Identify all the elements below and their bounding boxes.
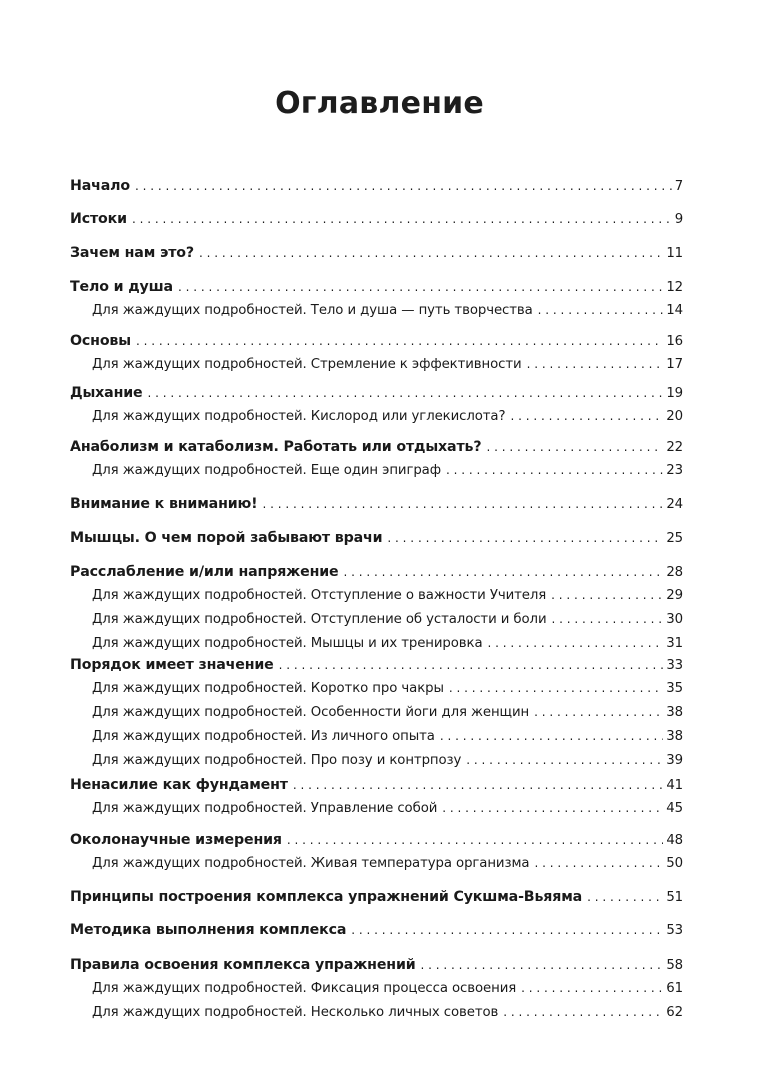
dot-leader xyxy=(587,890,663,904)
toc-entry-title: Правила освоения комплекса упражнений xyxy=(70,957,416,973)
toc-entry[interactable] xyxy=(70,333,683,349)
toc-page-number: 17 xyxy=(666,357,683,372)
toc-entry[interactable] xyxy=(70,657,683,673)
dot-leader xyxy=(552,612,664,626)
toc-subentry[interactable] xyxy=(92,303,683,318)
dot-leader xyxy=(538,303,664,317)
toc-subentry[interactable] xyxy=(92,1005,683,1020)
dot-leader xyxy=(135,179,672,193)
toc-entry-title: Для жаждущих подробностей. Кислород или углекислота? xyxy=(92,409,506,424)
dot-leader xyxy=(263,497,664,511)
dot-leader xyxy=(199,246,663,260)
toc-page-number: 20 xyxy=(666,409,683,424)
dot-leader xyxy=(449,681,663,695)
toc-page-number: 11 xyxy=(666,246,683,261)
dot-leader xyxy=(466,753,663,767)
toc-entry[interactable] xyxy=(70,889,683,905)
toc-entry[interactable] xyxy=(70,832,683,848)
toc-entry-title: Основы xyxy=(70,333,131,349)
toc-page-number: 9 xyxy=(674,212,683,227)
toc-page-number: 29 xyxy=(666,588,683,603)
toc-subentry[interactable] xyxy=(92,681,683,696)
dot-leader xyxy=(293,778,664,792)
toc-entry-title: Для жаждущих подробностей. Про позу и контрпозу xyxy=(92,753,462,768)
toc-entry-title: Для жаждущих подробностей. Живая температура организма xyxy=(92,856,530,871)
toc-entry-title: Околонаучные измерения xyxy=(70,832,282,848)
toc-entry[interactable] xyxy=(70,496,683,512)
toc-entry-title: Расслабление и/или напряжение xyxy=(70,564,339,580)
toc-entry-title: Ненасилие как фундамент xyxy=(70,777,288,793)
toc-page-number: 53 xyxy=(666,923,683,938)
toc-page-number: 31 xyxy=(666,636,683,651)
toc-page-number: 30 xyxy=(666,612,683,627)
toc-entry-title: Внимание к вниманию! xyxy=(70,496,258,512)
toc-entry-title: Для жаждущих подробностей. Мышцы и их тренировка xyxy=(92,636,483,651)
toc-subentry[interactable] xyxy=(92,981,683,996)
toc-page-number: 33 xyxy=(666,658,683,673)
toc-entry[interactable] xyxy=(70,530,683,546)
toc-entry[interactable] xyxy=(70,245,683,261)
toc-page-number: 16 xyxy=(666,334,683,349)
toc-entry-title: Методика выполнения комплекса xyxy=(70,922,347,938)
dot-leader xyxy=(421,958,664,972)
dot-leader xyxy=(279,658,664,672)
toc-entry[interactable] xyxy=(70,211,683,227)
toc-subentry[interactable] xyxy=(92,705,683,720)
toc-subentry[interactable] xyxy=(92,729,683,744)
dot-leader xyxy=(287,833,664,847)
toc-entry[interactable] xyxy=(70,385,683,401)
dot-leader xyxy=(344,565,664,579)
toc-page-number: 28 xyxy=(666,565,683,580)
dot-leader xyxy=(387,531,663,545)
toc-page-number: 41 xyxy=(666,778,683,793)
dot-leader xyxy=(510,409,663,423)
toc-page-number: 25 xyxy=(666,531,683,546)
toc-entry[interactable] xyxy=(70,439,683,455)
toc-entry-title: Мышцы. О чем порой забывают врачи xyxy=(70,530,383,546)
dot-leader xyxy=(132,212,672,226)
toc-subentry[interactable] xyxy=(92,463,683,478)
toc-entry-title: Начало xyxy=(70,178,130,194)
toc-entry-title: Истоки xyxy=(70,211,127,227)
toc-entry-title: Для жаждущих подробностей. Коротко про чакры xyxy=(92,681,444,696)
toc-page-number: 48 xyxy=(666,833,683,848)
toc-entry[interactable] xyxy=(70,564,683,580)
toc-page-number: 19 xyxy=(666,386,683,401)
toc-entry-title: Дыхание xyxy=(70,385,143,401)
toc-entry[interactable] xyxy=(70,777,683,793)
toc-subentry[interactable] xyxy=(92,357,683,372)
toc-page-number: 45 xyxy=(666,801,683,816)
toc-entry[interactable] xyxy=(70,922,683,938)
toc-page-number: 58 xyxy=(666,958,683,973)
dot-leader xyxy=(351,923,663,937)
toc-entry-title: Тело и душа xyxy=(70,279,173,295)
toc-entry-title: Для жаждущих подробностей. Еще один эпиграф xyxy=(92,463,442,478)
toc-page-number: 7 xyxy=(674,179,683,194)
dot-leader xyxy=(551,588,663,602)
toc-page-number: 61 xyxy=(666,981,683,996)
toc-entry-title: Зачем нам это? xyxy=(70,245,194,261)
toc-entry[interactable] xyxy=(70,178,683,194)
dot-leader xyxy=(527,357,664,371)
dot-leader xyxy=(486,440,663,454)
toc-subentry[interactable] xyxy=(92,753,683,768)
toc-entry-title: Для жаждущих подробностей. Отступление о важности Учителя xyxy=(92,588,547,603)
dot-leader xyxy=(148,386,664,400)
dot-leader xyxy=(521,981,663,995)
toc-page-number: 38 xyxy=(666,705,683,720)
dot-leader xyxy=(440,729,663,743)
toc-entry[interactable] xyxy=(70,957,683,973)
toc-entry-title: Для жаждущих подробностей. Стремление к эффективности xyxy=(92,357,522,372)
toc-page-number: 24 xyxy=(666,497,683,512)
toc-entry-title: Для жаждущих подробностей. Отступление об усталости и боли xyxy=(92,612,547,627)
dot-leader xyxy=(503,1005,663,1019)
toc-entry-title: Для жаждущих подробностей. Несколько личных советов xyxy=(92,1005,499,1020)
toc-page-number: 12 xyxy=(666,280,683,295)
toc-page-number: 22 xyxy=(666,440,683,455)
toc-subentry[interactable] xyxy=(92,801,683,816)
toc-entry-title: Принципы построения комплекса упражнений Сукшма-Вьяяма xyxy=(70,889,583,905)
toc-entry-title: Для жаждущих подробностей. Из личного опыта xyxy=(92,729,435,744)
toc-entry-title: Для жаждущих подробностей. Тело и душа — путь творчества xyxy=(92,303,533,318)
toc-entry-title: Анаболизм и катаболизм. Работать или отдыхать? xyxy=(70,439,482,455)
toc-entry-title: Для жаждущих подробностей. Фиксация процесса освоения xyxy=(92,981,517,996)
dot-leader xyxy=(136,334,663,348)
toc-subentry[interactable] xyxy=(92,636,683,651)
dot-leader xyxy=(534,705,663,719)
toc-page-number: 23 xyxy=(666,463,683,478)
page-title: Оглавление xyxy=(275,86,484,121)
dot-leader xyxy=(446,463,663,477)
toc-subentry[interactable] xyxy=(92,588,683,603)
toc-subentry[interactable] xyxy=(92,612,683,627)
dot-leader xyxy=(442,801,663,815)
toc-subentry[interactable] xyxy=(92,856,683,871)
toc-entry-title: Для жаждущих подробностей. Особенности йоги для женщин xyxy=(92,705,530,720)
toc-entry-title: Для жаждущих подробностей. Управление собой xyxy=(92,801,438,816)
toc-entry-title: Порядок имеет значение xyxy=(70,657,274,673)
toc-page-number: 35 xyxy=(666,681,683,696)
dot-leader xyxy=(534,856,663,870)
dot-leader xyxy=(178,280,663,294)
toc-subentry[interactable] xyxy=(92,409,683,424)
toc-entry[interactable] xyxy=(70,279,683,295)
toc-page-number: 38 xyxy=(666,729,683,744)
toc-page-number: 39 xyxy=(666,753,683,768)
dot-leader xyxy=(488,636,664,650)
toc-page-number: 14 xyxy=(666,303,683,318)
toc-page-number: 50 xyxy=(666,856,683,871)
toc-page-number: 51 xyxy=(666,890,683,905)
toc-page-number: 62 xyxy=(666,1005,683,1020)
